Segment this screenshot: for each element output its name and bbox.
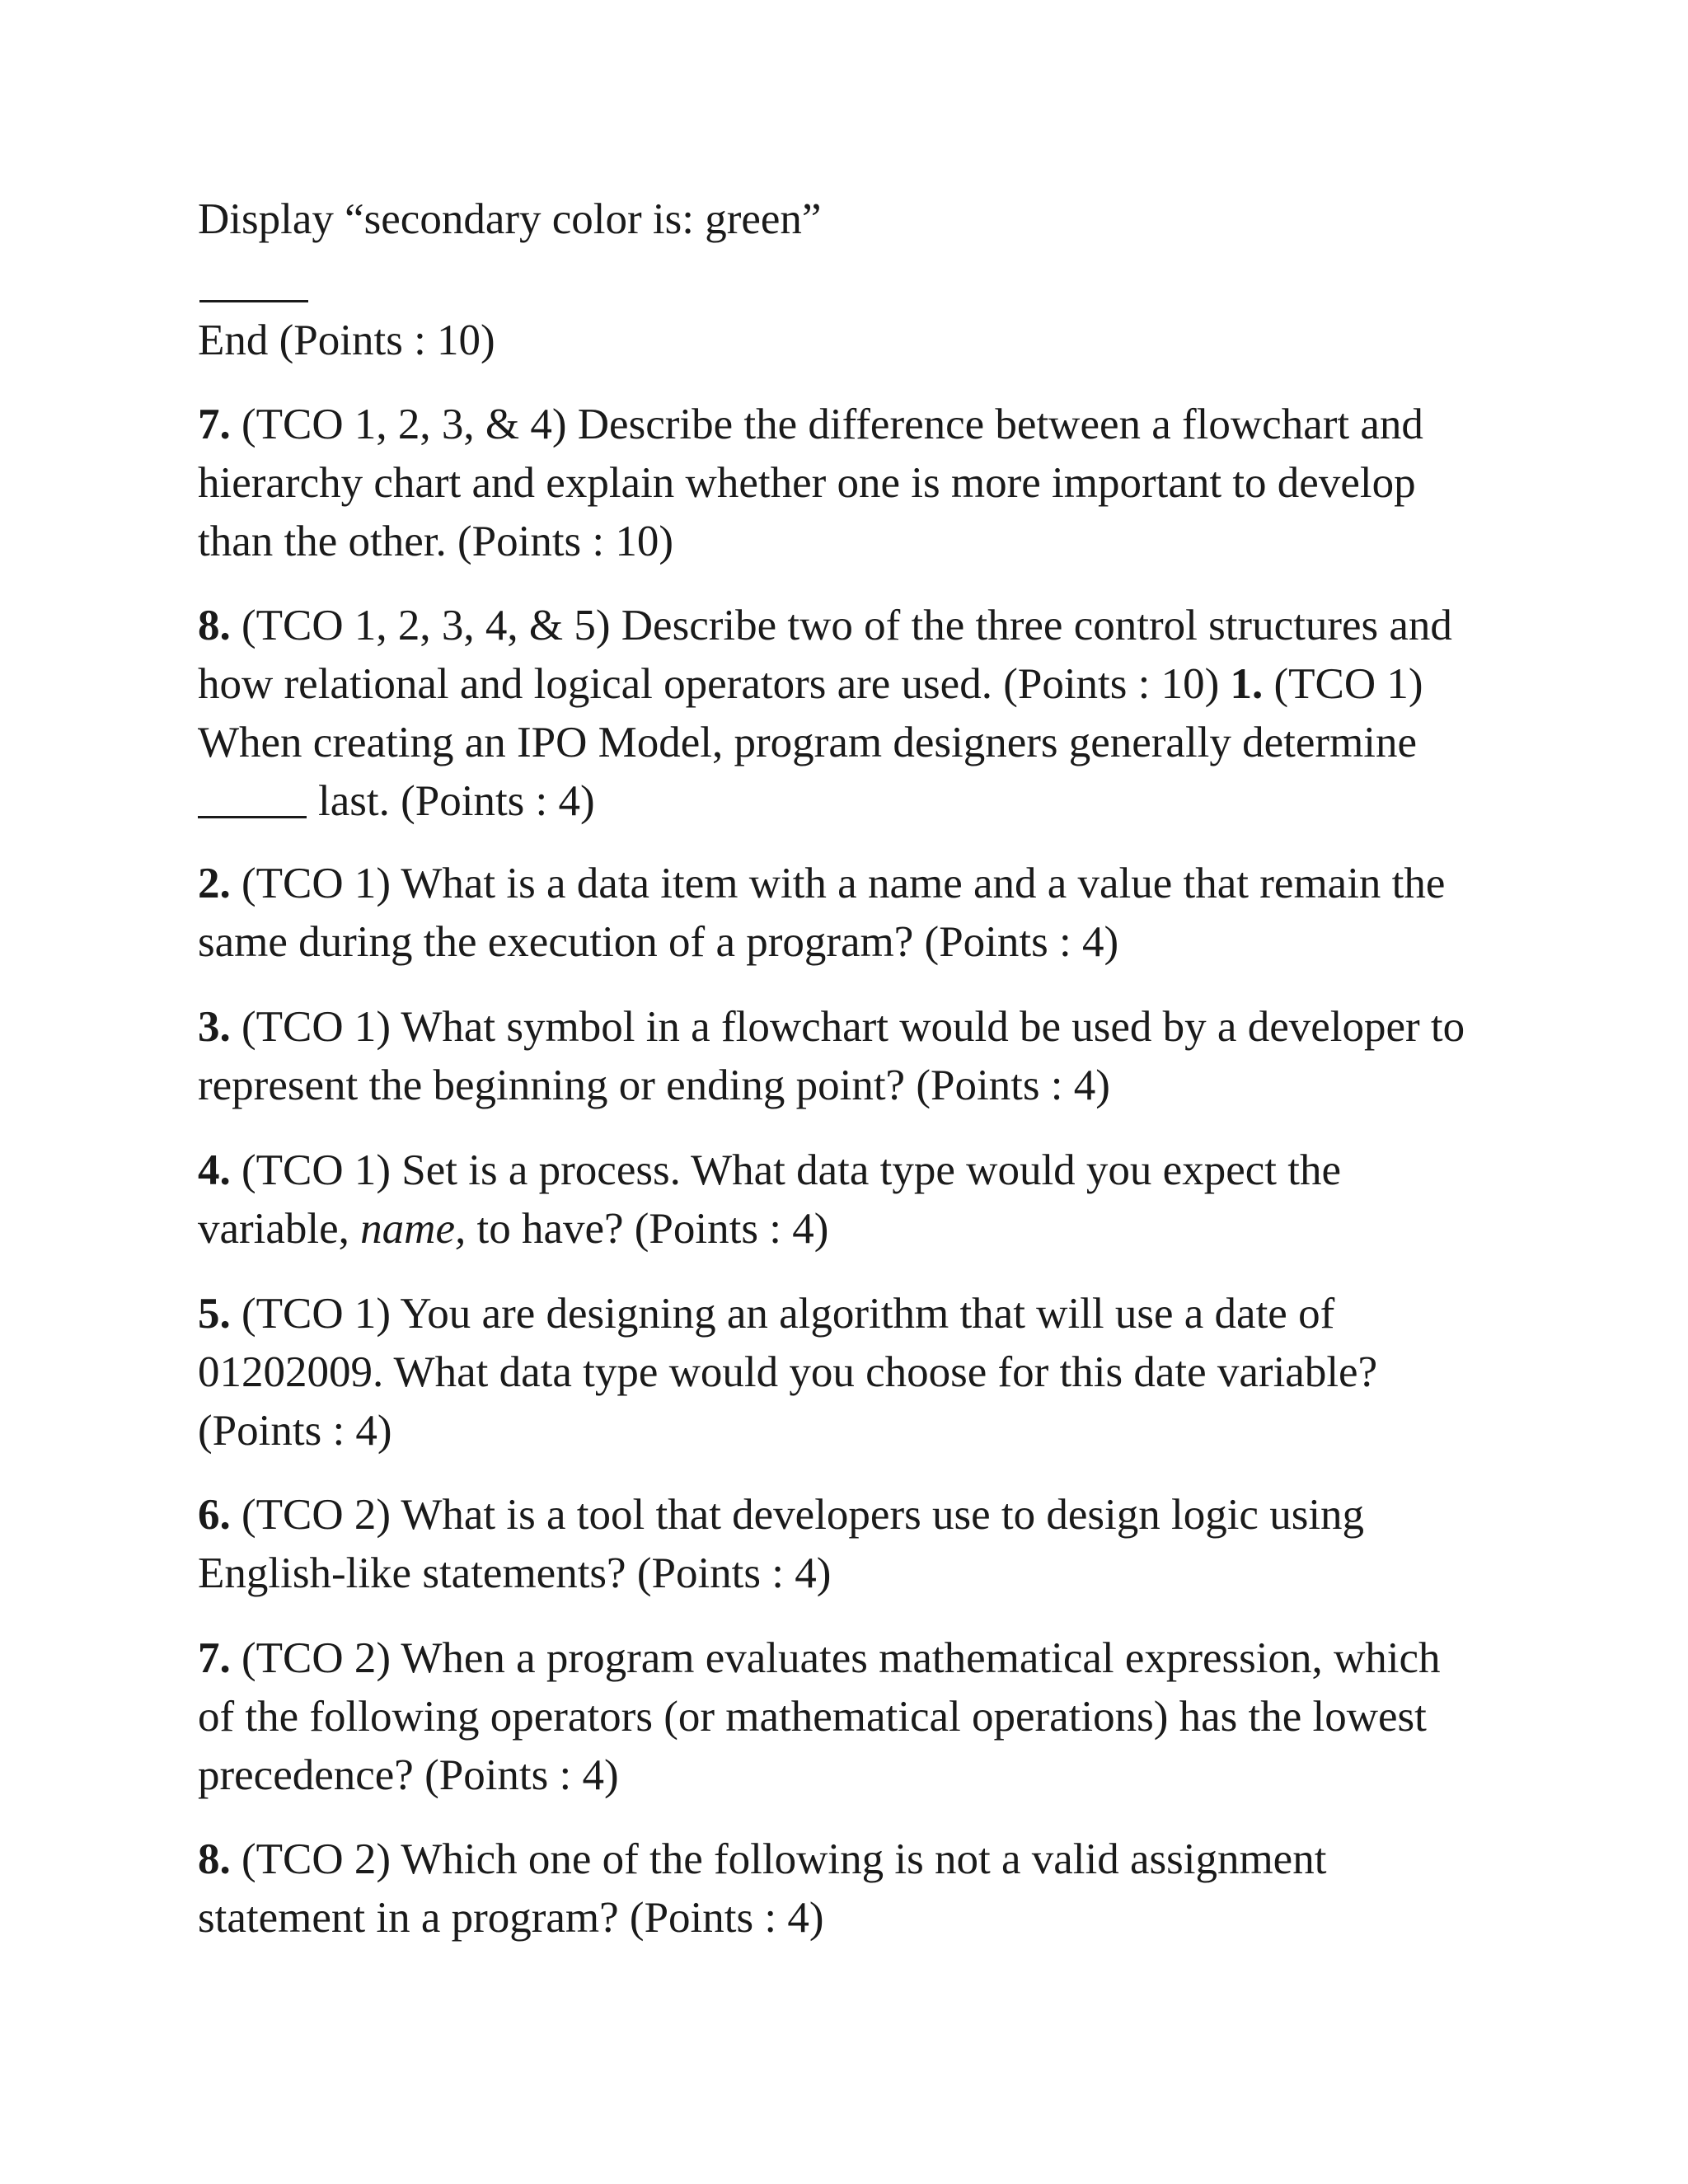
question-7-flowchart [198,396,1517,571]
question-8-assignment [198,1830,1517,1947]
question-text: (TCO 2) When a program evaluates mathematical expression, which [230,1634,1441,1682]
answer-blank [198,816,307,818]
question-text: English-like statements? (Points : 4) [198,1549,832,1597]
question-5 [198,1285,1517,1460]
question-number: 1. [1230,660,1264,708]
question-6 [198,1486,1517,1603]
question-text: (TCO 1, 2, 3, 4, & 5) Describe two of the three control structures and [230,602,1452,649]
question-text: last. (Points : 4) [318,777,595,825]
question-text: statement in a program? (Points : 4) [198,1894,824,1942]
question-8-control-structures [198,597,1517,831]
question-text: precedence? (Points : 4) [198,1751,619,1799]
question-text: same during the execution of a program? (Points : 4) [198,918,1119,966]
question-text: hierarchy chart and explain whether one is more important to develop [198,459,1416,507]
question-4 [198,1141,1517,1258]
question-number: 5. [198,1290,231,1338]
question-number: 8. [198,602,231,649]
question-text: (TCO 1) Set is a process. What data type would you expect the [230,1146,1341,1194]
question-text: to have? (Points : 4) [466,1205,829,1253]
question-text: how relational and logical operators are used. (Points : 10) [198,660,1231,708]
question-number: 3. [198,1003,231,1051]
question-number: 8. [198,1835,231,1883]
question-number: 4. [198,1146,231,1194]
question-7-precedence [198,1629,1517,1805]
question-text: 01202009. What data type would you choose for this date variable? [198,1348,1378,1396]
question-3 [198,998,1517,1115]
question-text: (TCO 1, 2, 3, & 4) Describe the difference between a flowchart and [230,401,1423,448]
question-text: than the other. (Points : 10) [198,518,674,565]
question-text: of the following operators (or mathematical operations) has the lowest [198,1693,1427,1741]
question-text: represent the beginning or ending point? (Points : 4) [198,1062,1110,1109]
question-text: (TCO 1) [1263,660,1423,708]
display-statement: Display “secondary color is: green” [198,195,822,243]
question-text: variable, [198,1205,361,1253]
question-text: (Points : 4) [198,1407,392,1455]
question-text: (TCO 2) What is a tool that developers use to design logic using [230,1491,1365,1539]
question-text: When creating an IPO Model, program designers generally determine [198,719,1418,766]
variable-name: name, [360,1205,467,1253]
question-number: 7. [198,401,231,448]
question-text: (TCO 1) What symbol in a flowchart would be used by a developer to [230,1003,1465,1051]
blank-underline [199,300,308,302]
question-text: (TCO 1) You are designing an algorithm that will use a date of [230,1290,1335,1338]
question-number: 7. [198,1634,231,1682]
question-text: (TCO 1) What is a data item with a name and a value that remain the [230,860,1446,907]
question-2 [198,855,1517,972]
document-page [198,0,1517,2184]
question-number: 2. [198,860,231,907]
end-statement: End (Points : 10) [198,316,495,364]
question-text: (TCO 2) Which one of the following is not a valid assignment [230,1835,1327,1883]
question-number: 6. [198,1491,231,1539]
